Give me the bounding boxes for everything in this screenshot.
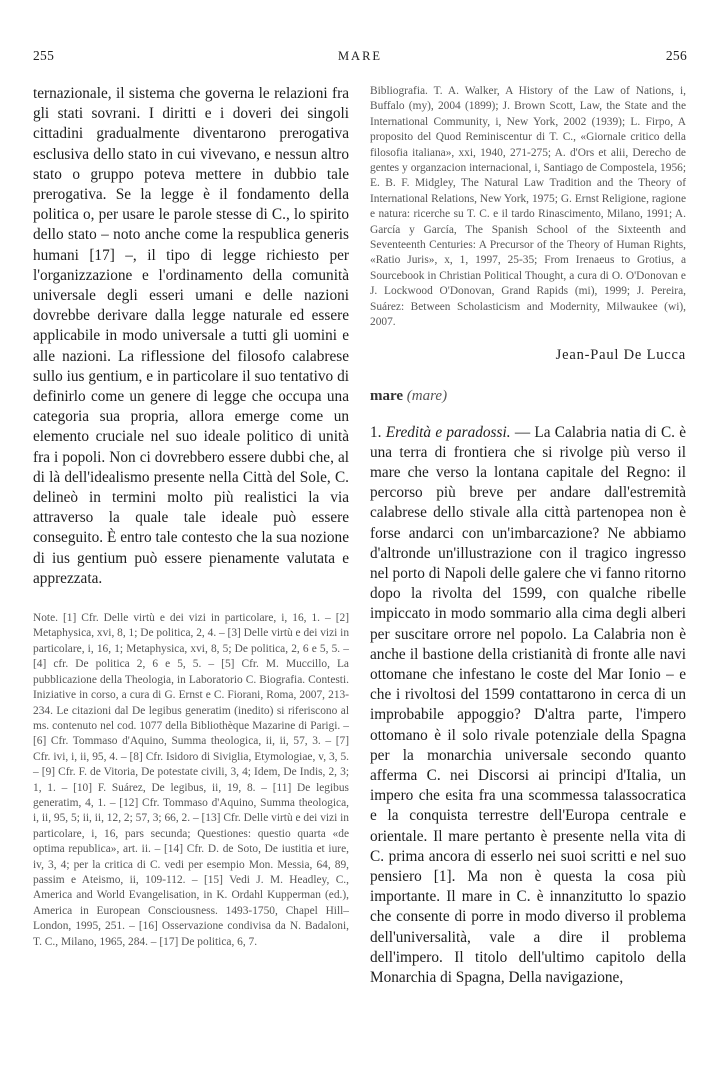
left-page-number: 255 [33, 48, 55, 63]
footnotes: Note. [1] Cfr. Delle virtù e dei vizi in particolare, i, 16, 1. – [2] Metaphysica, xvi, 8, 1; De politica, 2, 4. – [3] Delle virtù e dei vizi in particolare, i, 16, 1; Metaphysica, xvi, 8, 5; De politica, 2, 6 e 5, 5. – [4] cfr. De politica 2, 6 e 5, 5. – [5] Cfr. M. Muccillo, La pubblicazione della Theologia, in Laboratorio C. Biografia. Contesti. Iniziative in corso, a cura di G. Ernst e C. Fiorani, Roma, 2007, 213-234. Le citazioni dal De legibus generatim (inedito) si riferiscono al ms. contenuto nel cod. 1077 della Bibliothèque Mazarine di Parigi. – [6] Cfr. Tommaso d'Aquino, Summa theologica, ii, ii, 57, 3. – [7] Cfr. ivi, i, ii, 95, 4. – [8] Cfr. Isidoro di Siviglia, Etymologiae, v, 3, 5. – [9] Cfr. F. de Vitoria, De potestate civili, 3, 4; Idem, De Indis, 2, 3; 1, 1. – [10] F. Suárez, De legibus, ii, 19, 8. – [11] De legibus generatim, 4, 1. – [12] Cfr. Tommaso d'Aquino, Summa theologica, i, ii, 95, 5; ii, ii, 12, 2; 57, 3; 66, 2. – [13] Cfr. Delle virtù e dei vizi in particolare, i, 16, pars secunda; Questiones: questio quarta «de optima republica», art. ii. – [14] Cfr. D. de Soto, De iustitia et iure, iv, 3, 4; per la critica di C. vedi per esempio Mon. Messia, 64, 89, passim e Ateismo, ii, 109-112. – [15] Vedi J. M. Headley, C., America and World Evangelisation, in K. Ordahl Kupperman (ed.), America in European Consciousness. 1493-1750, Chapel Hill–London, 1995, 251. – [16] Osservazione condivisa da N. Badaloni, T. C., Milano, 1965, 284. – [17] De politica, 6, 7. [33, 612, 350, 948]
running-head [33, 48, 687, 64]
left-column [33, 84, 349, 950]
running-title: MARE [337, 49, 383, 63]
entry-text: — La Calabria natia di C. è una terra di frontiera che si rivolge più verso il mare che verso la lontana capitale del Regno: il percorso più breve per andare dall'estremità calabrese dello stivale alla città partenopea non è forse andarci con un'imbarcazione? Ne abbiamo d'altronde un'illustrazione con il tragico ingresso nel porto di Napoli delle galere che vi fanno ritorno dopo la rivolta del 1599, con qualche ribelle impiccato in modo sommario alla cima degli alberi per suscitare orrore nel popolo. La Calabria non è anche il bastione della cristianità di fronte alle navi ottomane che infestano le coste del Mar Ionio – e che i rivoltosi del 1599 contattarono in cerca di un improbabile appoggio? D'altra parte, l'impero ottomano è il solo rivale potenziale della Spagna per la monarchia universale secondo quanto afferma C. nei Discorsi ai principi d'Italia, un impero che esita fra una scommessa talassocratica e la conquista terrestre dell'Europa centrale e orientale. Il mare pertanto è presente nella vita di C. prima ancora di esserlo nei suoi scritti e nel suo pensiero [1]. Ma non è questa la cosa più importante. Il mare in C. è innanzitutto lo spazio che consente di porre in modo diverso il problema dell'universalità, vale a dire il problema dell'impero. Il titolo dell'ultimo capitolo della Monarchia di Spagna, Della navigazione, [370, 423, 687, 986]
section-title: Eredità e paradossi. [385, 423, 511, 441]
section-number: 1. [370, 423, 382, 441]
right-column [370, 84, 686, 988]
entry-heading [370, 388, 686, 405]
left-main-text: ternazionale, il sistema che governa le relazioni fra gli stati sovrani. I diritti e i doveri dei singoli cittadini gradualmente diventarono prerogativa esclusiva dello stato in cui vivevano, e nessun altro stato o gruppo poteva mettere in dubbio tale prerogativa. Se la legge è il fondamento della politica o, per usare le parole stesse di C., lo spirito dello stato – noto anche come la respublica generis humani [17] –, il tipo di legge richiesto per l'organizzazione e l'ordinamento della comunità universale degli esseri umani e delle nazioni dovrebbe derivare dalla legge naturale ed essere applicabile in modo universale a tutti gli uomini e alle nazioni. La riflessione del filosofo calabrese sullo ius gentium, e in particolare il suo tentativo di definirlo come un genere di legge che occupa una categoria sua propria, allora emerge come un elemento cruciale nel suo ideale politico di unità fra i popoli. Non ci dovrebbero essere dubbi che, al di là dell'idealismo presente nella Città del Sole, C. delineò in termini molto più realistici la via attraverso la quale tale ideale può essere conseguito. È entro tale contesto che la sua nozione di ius gentium può essere pienamente valutata e apprezzata. [33, 85, 349, 587]
right-page-number: 256 [665, 48, 687, 63]
entry-variant: (mare) [406, 387, 448, 404]
author-signature: Jean-Paul De Lucca [555, 346, 686, 363]
notes-block [33, 611, 349, 950]
entry-body [370, 423, 686, 989]
bibliography: Bibliografia. T. A. Walker, A History of the Law of Nations, i, Buffalo (my), 2004 (1899); J. Brown Scott, Law, the State and the International Community, i, New York, 2002 (1939); L. Firpo, A proposito del Quod Reminiscentur di T. C., «Giornale critico della filosofia italiana», xxi, 1940, 271-275; A. d'Ors et alii, Derecho de gentes y organzacion internacional, i, Santiago de Compostela, 1956; E. B. F. Midgley, The Natural Law Tradition and the Theory of International Relations, New York, 1975; G. Ernst Religione, ragione e natura: ricerche su T. C. e il tardo Rinascimento, Milano, 1991; A. García y García, The Spanish School of the Sixteenth and Seventeenth Centuries: A Precursor of the Theory of Human Rights, «Ratio Juris», x, 1, 1997, 25-35; From Irenaeus to Grotius, a Sourcebook in Christian Political Thought, a cura di O. O'Donovan e J. Lockwood O'Donovan, Grand Rapids (mi), 1999; J. Pereira, Suárez: Between Scholasticism and Modernity, Milwaukee (wi), 2007. [370, 85, 686, 329]
entry-headword: mare [370, 387, 404, 404]
